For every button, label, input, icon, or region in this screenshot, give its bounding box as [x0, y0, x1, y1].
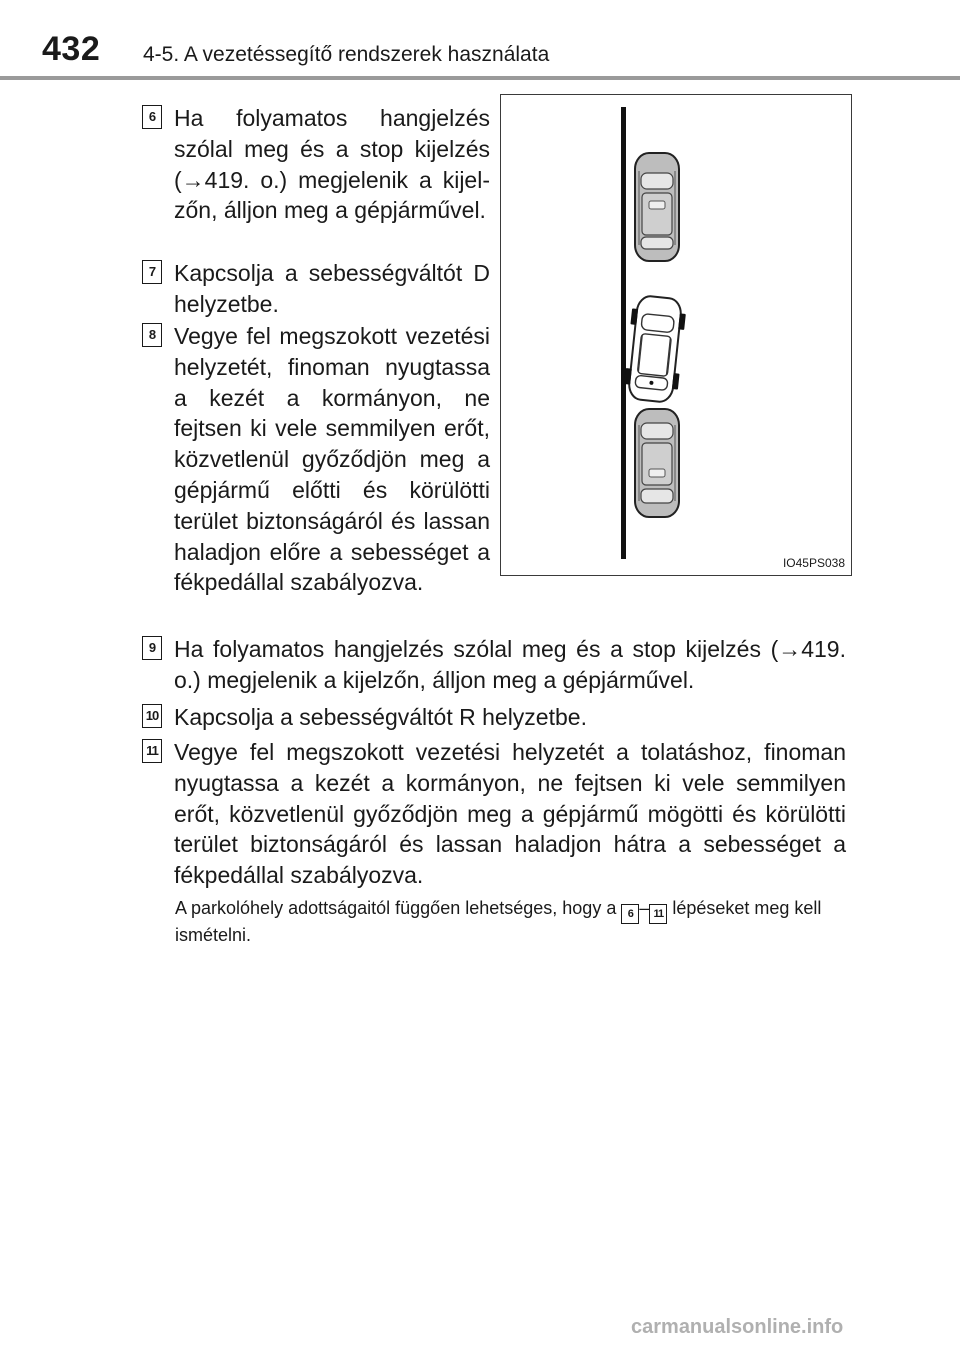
- step-text: Kapcsolja a sebességváltót D helyzetbe.: [174, 260, 490, 317]
- step-ref-badge-to: 11: [649, 904, 667, 924]
- step-text: Vegye fel megszokott vezetési helyzetét a tolatáshoz, finoman nyugtassa a kezét a kormányon, ne fejtsen ki vele semmilyen erőt, közvetlenül győződjön meg a gépjármű mögötti és körülötti terület biztonságáról és lassan haladjon hátra a sebességet a fékpedállal szabályozva.: [174, 739, 846, 889]
- parked-car-rear: [635, 409, 679, 517]
- step-text: Kapcsolja a sebességváltót R helyzetbe.: [174, 704, 587, 730]
- step-number-badge: 9: [142, 636, 162, 660]
- maneuvering-car: [623, 294, 688, 403]
- step-number-badge: 6: [142, 105, 162, 129]
- note-dash: –: [639, 898, 650, 918]
- parking-diagram-icon: [501, 95, 853, 577]
- page-number: 432: [42, 30, 101, 68]
- watermark: carmanualsonline.info: [631, 1316, 844, 1338]
- header-divider: [0, 76, 960, 80]
- parked-car-front: [635, 153, 679, 261]
- curb-line: [621, 107, 626, 559]
- chapter-title: 4-5. A vezetéssegítő rendszerek használata: [143, 43, 550, 66]
- step-number-badge: 8: [142, 323, 162, 347]
- step-ref-badge-from: 6: [621, 904, 639, 924]
- step-number-badge: 11: [142, 739, 162, 763]
- note-text-before: A parkolóhely adottságaitól függően lehetséges, hogy a: [175, 898, 622, 918]
- figure-code: IO45PS038: [782, 556, 845, 570]
- step-number-badge: 7: [142, 260, 162, 284]
- step-text: Ha folyamatos hangjelzés szólal meg és a stop kijelzés (→419. o.) megjelenik a kijelzőn, álljon meg a gépjárművel.: [174, 105, 490, 224]
- note-text-after: lépéseket meg kell ismételni.: [175, 898, 822, 945]
- step-text: Ha folyamatos hangjelzés szólal meg és a stop kijelzés (→419. o.) megjelenik a kijelzőn, álljon meg a gépjárművel.: [174, 636, 846, 693]
- parking-illustration: [500, 94, 852, 576]
- repeat-steps-note: [175, 897, 845, 946]
- step-text: Vegye fel megszokott vezetési helyzetét, finoman nyugtassa a kezét a kormányon, ne fejtsen ki vele semmilyen erőt, közvetlenül győződjön meg a gépjármű előtti és körülötti terület biztonságáról és lassan haladjon előre a sebességet a fékpedállal szabályozva.: [174, 323, 490, 596]
- step-number-badge: 10: [142, 704, 162, 728]
